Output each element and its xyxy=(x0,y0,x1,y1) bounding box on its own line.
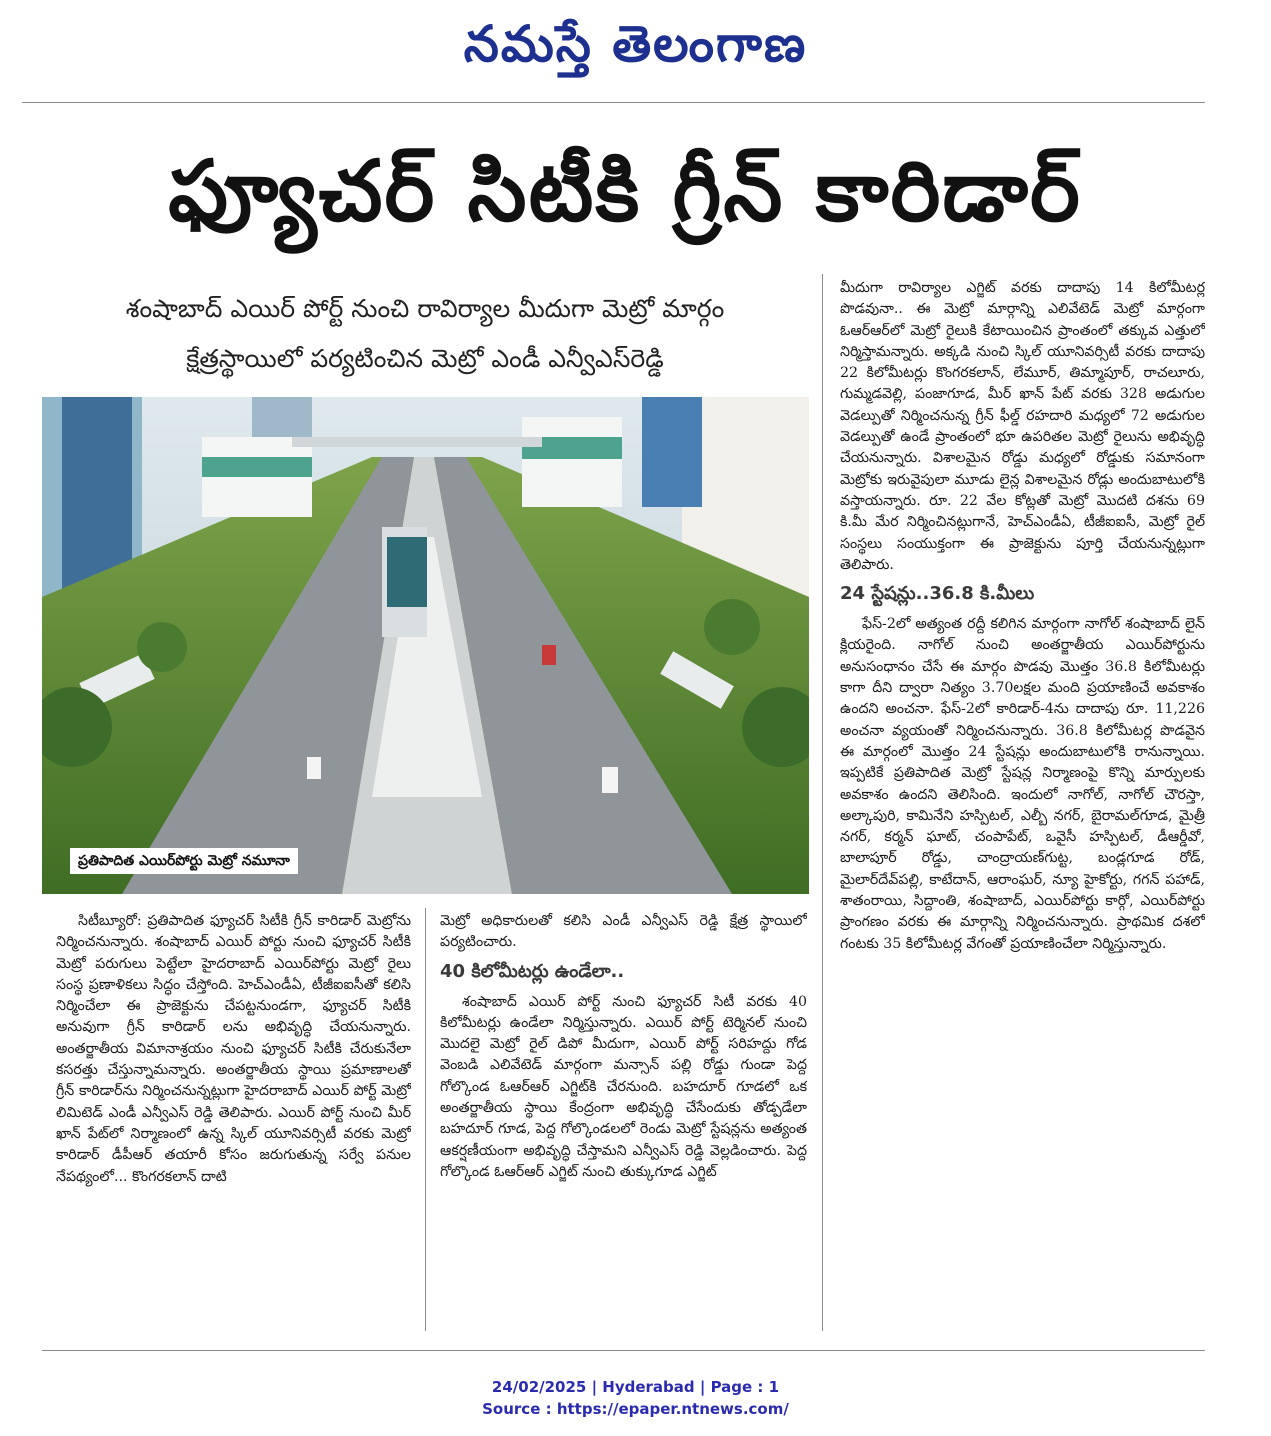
article-column-3 xyxy=(840,278,1205,1331)
column-divider xyxy=(822,274,823,1331)
masthead-logo: నమస్తే తెలంగాణ xyxy=(463,14,808,73)
masthead-rule xyxy=(22,102,1205,103)
footer-source-link[interactable]: Source : https://epaper.ntnews.com/ xyxy=(482,1400,789,1418)
photo-caption: ప్రతిపాదిత ఎయిర్‌పోర్టు మెట్రో నమూనా xyxy=(70,848,298,874)
footer-rule xyxy=(42,1350,1205,1351)
article-column-2 xyxy=(440,911,807,1331)
headline: ఫ్యూచర్ సిటీకి గ్రీన్ కారిడార్ xyxy=(168,142,1082,240)
column-3-paragraph-2: ఫేస్-2లో అత్యంత రద్దీ కలిగిన మార్గంగా నాగోల్ శంషాబాద్ లైన్ క్లియరైంది. నాగోల్ నుంచి అంతర్జాతీయ ఎయిర్‌పోర్టును అనుసంధానం చేసే ఈ మార్గం పొడవు మొత్తం 36.8 కిలోమీటర్లు కాగా దీని ద్వారా నిత్యం 3.70లక్షల మంది ప్రయాణించే అవకాశం ఉందని అంచనా. ఫేస్-2లో కారిడార్-4ను దాదాపు రూ. 11,226 అంచనా వ్యయంతో నిర్మించనున్నారు. 36.8 కిలోమీటర్ల పొడవైన ఈ మార్గంలో మొత్తం 24 స్టేషన్లు అందుబాటులోకి రానున్నాయి. ఇప్పటికే ప్రతిపాదిత మెట్రో స్టేషన్ల నిర్మాణంపై కొన్ని మార్పులకు అవకాశం ఉందని తెలిసింది. ఇందులో నాగోల్, నాగోల్ చౌరస్తా, అల్కాపురి, కామినేని హస్పిటల్, ఎల్బీ నగర్, బైరామల్‌గూడ, మైత్రీ నగర్, కర్మన్ ఘాట్, చంపాపేట్, ఒవైసీ హస్పిటల్, డీఆర్డీవో, బాలాపూర్ రోడ్డు, చాంద్రాయణ్‌గుట్ట, బండ్లగూడ రోడ్, మైలార్‌దేవ్‌పల్లి, కాటేదాన్, ఆరాంఘర్, న్యూ హైకోర్టు, గగన్ పహాడ్, శాతంరాయి, సిద్దాంతి, శంషాబాద్, ఎయిర్‌పోర్టు కార్గో, ఎయిర్‌పోర్టు ప్రాంగణం వరకు ఈ మార్గాన్ని నిర్మించనున్నారు. ప్రాథమిక దశలో గంటకు 35 కిలోమీటర్ల వేగంతో ప్రయాణించేలా నిర్మిస్తున్నారు. xyxy=(840,616,1205,952)
column-2-paragraph-1: మెట్రో అధికారులతో కలిసి ఎండీ ఎన్వీఎస్ రెడ్డి క్షేత్ర స్థాయిలో పర్యటించారు. xyxy=(440,913,807,951)
subhead-1: శంషాబాద్ ఎయిర్ పోర్ట్ నుంచి రావిర్యాల మీదుగా మెట్రో మార్గం xyxy=(125,294,725,323)
footer-date-line: 24/02/2025 | Hyderabad | Page : 1 xyxy=(491,1378,780,1396)
column-divider xyxy=(425,908,426,1331)
column-2-paragraph-2: శంషాబాద్ ఎయిర్ పోర్ట్ నుంచి ఫ్యూచర్ సిటీ వరకు 40 కిలోమీటర్లు ఉండేలా నిర్మిస్తున్నారు. ఎయిర్ పోర్ట్ టెర్మినల్ నుంచి మొదలై మెట్రో రైల్ డిపో మీదుగా, ఎయిర్ పోర్ట్ సరిహద్దు గోడ వెంబడి ఎలివేటెడ్ మార్గంగా మన్సాన్ పల్లి రోడ్డు గుండా పెద్ద గోల్కొండ ఓఆర్ఆర్ ఎగ్జిట్‌కి చేరనుంది. బహదూర్ గూడలో ఒక అంతర్జాతీయ స్థాయి కేంద్రంగా అభివృద్ధి చేసేందుకు తోడ్పడేలా బహదూర్ గూడ, పెద్ద గోల్కొండలలో రెండు మెట్రో స్టేషన్లను అత్యంత ఆకర్షణీయంగా అభివృద్ధి చేస్తామని ఎన్వీఎస్ రెడ్డి వెల్లడించారు. పెద్ద గోల్కొండ ఓఆర్ఆర్ ఎగ్జిట్ నుంచి తుక్కుగూడ ఎగ్జిట్ xyxy=(440,993,807,1180)
subhead-2: క్షేత్రస్థాయిలో పర్యటించిన మెట్రో ఎండీ ఎన్వీఎస్‌రెడ్డి xyxy=(186,344,664,373)
column-1-paragraph: సిటీబ్యూరో: ప్రతిపాదిత ఫ్యూచర్ సిటీకి గ్రీన్ కారిడార్ మెట్రోను నిర్మించనున్నారు. శంషాబాద్ ఎయిర్ పోర్టు నుంచి ఫ్యూచర్ సిటీకి మెట్రో పరుగులు పెట్టేలా హైదరాబాద్ ఎయిర్‌పోర్టు మెట్రో రైలు సంస్థ ప్రణాళికలు సిద్ధం చేస్తోంది. హెచ్‌ఎండీఏ, టీజీఐఐసీతో కలిసి నిర్మించేలా ఈ ప్రాజెక్టును చేపట్టనుండగా, ఫ్యూచర్ సిటీకి అనువుగా గ్రీన్ కారిడార్ లను అభివృద్ధి చేయనున్నారు. అంతర్జాతీయ విమానాశ్రయం నుంచి ఫ్యూచర్ సిటీకి చేరుకునేలా కసరత్తు చేస్తున్నామన్నారు. అంతర్జాతీయ స్థాయి ప్రమాణాలతో గ్రీన్ కారిడార్‌ను నిర్మించనున్నట్లుగా హైదరాబాద్ ఎయిర్ పోర్ట్ మెట్రో లిమిటెడ్ ఎండీ ఎన్వీఎస్ రెడ్డి తెలిపారు. ఎయిర్ పోర్ట్ నుంచి మీర్ ఖాన్ పేట్‌లో నిర్మాణంలో ఉన్న స్కిల్ యూనివర్సిటీ వరకు మెట్రో కారిడార్ డీపీఆర్ తయారీ కోసం జరుగుతున్న సర్వే పనుల నేపథ్యంలో... కొంగరకలాన్ దాటి xyxy=(56,913,411,1185)
metro-illustration-photo xyxy=(42,397,809,894)
column-3-subheading: 24 స్టేషన్లు..36.8 కి.మీలు xyxy=(840,583,1035,605)
column-3-paragraph-1: మీదుగా రావిర్యాల ఎగ్జిట్ వరకు దాదాపు 14 కిలోమీటర్ల పొడవునా.. ఈ మెట్రో మార్గాన్ని ఎలివేటెడ్ మెట్రో మార్గంగా ఓఆర్ఆర్‌లో మెట్రో రైలుకి కేటాయించిన ప్రాంతంలో తక్కువ ఎత్తులో నిర్మిస్తామన్నారు. అక్కడి నుంచి స్కిల్ యూనివర్సిటీ వరకు దాదాపు 22 కిలోమీటర్లు కొంగరకలాన్, లేమూర్, తిమ్మాపూర్, రాచలూరు, గుమ్మడవెల్లి, పంజాగూడ, మీర్ ఖాన్ పేట్ వరకు 328 అడుగుల వెడల్పుతో నిర్మించనున్న గ్రీన్ ఫీల్డ్ రహదారి మధ్యలో 72 అడుగుల వెడల్పుతో ఉండే ప్రాంతంలో భూ ఉపరితల మెట్రో రైలును అభివృద్ధి చేయనున్నారు. విశాలమైన రోడ్డు మధ్యలో రోడ్డుకు సమానంగా మెట్రోకు ఇరువైపులా మూడు లైన్ల విశాలమైన రోడ్లు అందుబాటులోకి వస్తాయన్నారు. రూ. 22 వేల కోట్లతో మెట్రో మొదటి దశను 69 కి.మీ మేర నిర్మించినట్లుగానే, హెచ్‌ఎండీఏ, టీజీఐఐసీ, మెట్రో రైల్ సంస్థలు సంయుక్తంగా ఈ ప్రాజెక్టును పూర్తి చేయనున్నట్లుగా తెలిపారు. xyxy=(840,280,1205,573)
article-column-1 xyxy=(56,911,411,1331)
column-2-subheading: 40 కిలోమీటర్లు ఉండేలా.. xyxy=(440,960,625,982)
